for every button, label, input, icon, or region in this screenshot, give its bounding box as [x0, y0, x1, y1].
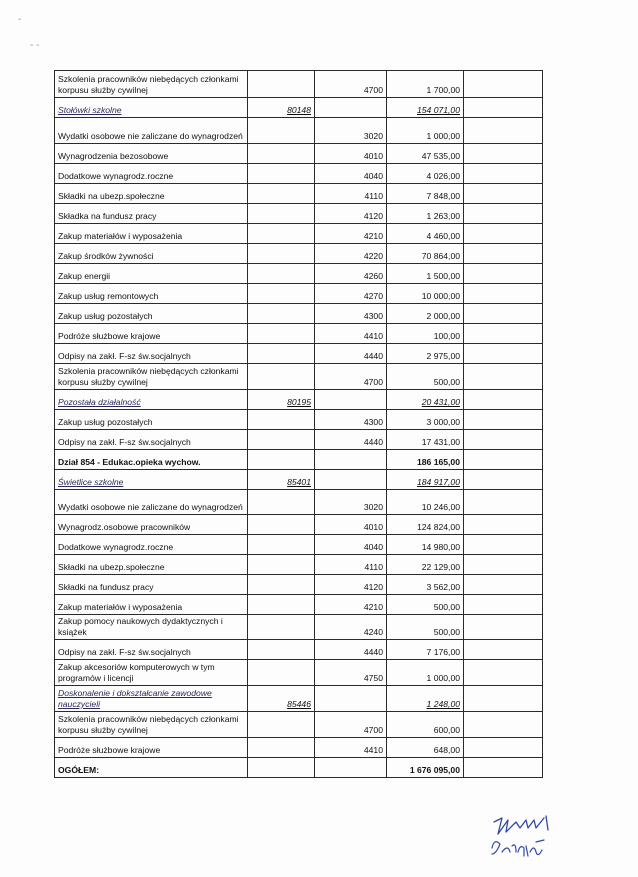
table-row: [55, 71, 543, 98]
paragraph-code-cell: 4210: [315, 595, 387, 615]
amount-cell: 500,00: [387, 595, 464, 615]
table-row: [55, 490, 543, 515]
chapter-code-cell: [248, 555, 315, 575]
amount-cell: 17 431,00: [387, 430, 464, 450]
table-row: [55, 184, 543, 204]
amount-cell: 1 263,00: [387, 204, 464, 224]
paragraph-code-cell: 4220: [315, 244, 387, 264]
empty-cell: [464, 71, 543, 98]
paragraph-code-cell: 4040: [315, 164, 387, 184]
empty-cell: [464, 575, 543, 595]
paragraph-code-cell: [315, 758, 387, 778]
amount-cell: 22 129,00: [387, 555, 464, 575]
empty-cell: [464, 184, 543, 204]
item-name-cell: Wydatki osobowe nie zaliczane do wynagrodzeń: [55, 118, 248, 144]
paragraph-code-cell: [315, 470, 387, 490]
empty-cell: [464, 264, 543, 284]
paragraph-code-cell: 4410: [315, 738, 387, 758]
empty-cell: [464, 284, 543, 304]
amount-cell: 10 000,00: [387, 284, 464, 304]
amount-cell: 2 000,00: [387, 304, 464, 324]
empty-cell: [464, 164, 543, 184]
paragraph-code-cell: 4300: [315, 410, 387, 430]
chapter-code-cell: [248, 615, 315, 640]
empty-cell: [464, 430, 543, 450]
empty-cell: [464, 535, 543, 555]
item-name-cell: Zakup energii: [55, 264, 248, 284]
item-name-cell: Składki na ubezp.społeczne: [55, 184, 248, 204]
paragraph-code-cell: 4210: [315, 224, 387, 244]
item-name-cell: Pozostała działalność: [55, 390, 248, 410]
amount-cell: 7 176,00: [387, 640, 464, 660]
amount-cell: 124 824,00: [387, 515, 464, 535]
item-name-cell: Odpisy na zakł. F-sz św.socjalnych: [55, 640, 248, 660]
item-name-cell: Zakup usług remontowych: [55, 284, 248, 304]
table-row: [55, 364, 543, 390]
item-name-cell: Szkolenia pracowników niebędących członkami korpusu służby cywilnej: [55, 712, 248, 738]
item-name-cell: Zakup pomocy naukowych dydaktycznych i książek: [55, 615, 248, 640]
item-name-cell: Podróże służbowe krajowe: [55, 738, 248, 758]
amount-cell: 70 864,00: [387, 244, 464, 264]
amount-cell: 100,00: [387, 324, 464, 344]
chapter-row: [55, 686, 543, 712]
amount-cell: 600,00: [387, 712, 464, 738]
amount-cell: 1 700,00: [387, 71, 464, 98]
table-row: [55, 555, 543, 575]
empty-cell: [464, 712, 543, 738]
table-row: [55, 324, 543, 344]
paragraph-code-cell: 4010: [315, 515, 387, 535]
table-row: [55, 430, 543, 450]
empty-cell: [464, 640, 543, 660]
table-row: [55, 410, 543, 430]
chapter-code-cell: [248, 264, 315, 284]
empty-cell: [464, 390, 543, 410]
paragraph-code-cell: [315, 686, 387, 712]
amount-cell: 184 917,00: [387, 470, 464, 490]
chapter-code-cell: 85446: [248, 686, 315, 712]
item-name-cell: Zakup usług pozostałych: [55, 410, 248, 430]
item-name-cell: Wynagrodzenia bezosobowe: [55, 144, 248, 164]
empty-cell: [464, 615, 543, 640]
amount-cell: 154 071,00: [387, 98, 464, 118]
paragraph-code-cell: 4260: [315, 264, 387, 284]
empty-cell: [464, 470, 543, 490]
item-name-cell: Wynagrodz.osobowe pracowników: [55, 515, 248, 535]
empty-cell: [464, 304, 543, 324]
item-name-cell: Dodatkowe wynagrodz.roczne: [55, 164, 248, 184]
chapter-code-cell: [248, 640, 315, 660]
item-name-cell: Zakup usług pozostałych: [55, 304, 248, 324]
empty-cell: [464, 515, 543, 535]
amount-cell: 20 431,00: [387, 390, 464, 410]
chapter-code-cell: [248, 410, 315, 430]
amount-cell: 3 000,00: [387, 410, 464, 430]
item-name-cell: Dodatkowe wynagrodz.roczne: [55, 535, 248, 555]
item-name-cell: Zakup akcesoriów komputerowych w tym programów i licencji: [55, 660, 248, 686]
empty-cell: [464, 660, 543, 686]
paragraph-code-cell: [315, 98, 387, 118]
chapter-code-cell: [248, 595, 315, 615]
handwritten-signature: [486, 808, 566, 868]
chapter-row: [55, 390, 543, 410]
empty-cell: [464, 224, 543, 244]
amount-cell: 14 980,00: [387, 535, 464, 555]
item-name-cell: Dział 854 - Edukac.opieka wychow.: [55, 450, 248, 470]
chapter-code-cell: [248, 535, 315, 555]
budget-table: [54, 70, 543, 778]
item-name-cell: OGÓŁEM:: [55, 758, 248, 778]
table-row: [55, 118, 543, 144]
amount-cell: 1 500,00: [387, 264, 464, 284]
empty-cell: [464, 364, 543, 390]
paragraph-code-cell: 4700: [315, 712, 387, 738]
table-row: [55, 244, 543, 264]
chapter-row: [55, 470, 543, 490]
chapter-code-cell: [248, 712, 315, 738]
paragraph-code-cell: 4270: [315, 284, 387, 304]
empty-cell: [464, 738, 543, 758]
item-name-cell: Odpisy na zakł. F-sz św.socjalnych: [55, 344, 248, 364]
chapter-code-cell: [248, 490, 315, 515]
chapter-code-cell: [248, 758, 315, 778]
paragraph-code-cell: 4700: [315, 364, 387, 390]
amount-cell: 1 676 095,00: [387, 758, 464, 778]
table-row: [55, 344, 543, 364]
amount-cell: 7 848,00: [387, 184, 464, 204]
amount-cell: 3 562,00: [387, 575, 464, 595]
table-row: [55, 284, 543, 304]
paragraph-code-cell: 4700: [315, 71, 387, 98]
table-row: [55, 164, 543, 184]
chapter-code-cell: [248, 284, 315, 304]
total-row: [55, 758, 543, 778]
table-row: [55, 264, 543, 284]
chapter-code-cell: [248, 304, 315, 324]
chapter-code-cell: 85401: [248, 470, 315, 490]
item-name-cell: Odpisy na zakł. F-sz św.socjalnych: [55, 430, 248, 450]
table-row: [55, 595, 543, 615]
table-row: [55, 640, 543, 660]
chapter-code-cell: [248, 575, 315, 595]
empty-cell: [464, 450, 543, 470]
table-row: [55, 712, 543, 738]
paragraph-code-cell: 4240: [315, 615, 387, 640]
table-row: [55, 615, 543, 640]
item-name-cell: Doskonalenie i dokształcanie zawodowe nauczycieli: [55, 686, 248, 712]
chapter-code-cell: [248, 324, 315, 344]
amount-cell: 1 248,00: [387, 686, 464, 712]
empty-cell: [464, 144, 543, 164]
amount-cell: 47 535,00: [387, 144, 464, 164]
chapter-code-cell: [248, 71, 315, 98]
amount-cell: 1 000,00: [387, 660, 464, 686]
scan-mark: -: [18, 14, 22, 25]
table-row: [55, 304, 543, 324]
item-name-cell: Zakup środków żywności: [55, 244, 248, 264]
empty-cell: [464, 244, 543, 264]
budget-table-body: [55, 71, 543, 778]
chapter-code-cell: 80148: [248, 98, 315, 118]
amount-cell: 2 975,00: [387, 344, 464, 364]
empty-cell: [464, 490, 543, 515]
item-name-cell: Zakup materiałów i wyposażenia: [55, 224, 248, 244]
empty-cell: [464, 686, 543, 712]
chapter-code-cell: [248, 224, 315, 244]
empty-cell: [464, 324, 543, 344]
amount-cell: 4 460,00: [387, 224, 464, 244]
amount-cell: 500,00: [387, 364, 464, 390]
table-row: [55, 738, 543, 758]
amount-cell: 4 026,00: [387, 164, 464, 184]
amount-cell: 10 246,00: [387, 490, 464, 515]
table-row: [55, 575, 543, 595]
chapter-code-cell: [248, 118, 315, 144]
chapter-code-cell: [248, 164, 315, 184]
paragraph-code-cell: 3020: [315, 490, 387, 515]
empty-cell: [464, 118, 543, 144]
chapter-code-cell: [248, 184, 315, 204]
scan-mark: - -: [30, 40, 40, 51]
empty-cell: [464, 555, 543, 575]
chapter-code-cell: [248, 344, 315, 364]
empty-cell: [464, 204, 543, 224]
chapter-code-cell: [248, 738, 315, 758]
table-row: [55, 224, 543, 244]
paragraph-code-cell: 4750: [315, 660, 387, 686]
paragraph-code-cell: 3020: [315, 118, 387, 144]
paragraph-code-cell: 4300: [315, 304, 387, 324]
item-name-cell: Składki na fundusz pracy: [55, 575, 248, 595]
empty-cell: [464, 98, 543, 118]
item-name-cell: Składki na ubezp.społeczne: [55, 555, 248, 575]
item-name-cell: Składka na fundusz pracy: [55, 204, 248, 224]
item-name-cell: Szkolenia pracowników niebędących członkami korpusu służby cywilnej: [55, 364, 248, 390]
table-row: [55, 144, 543, 164]
paragraph-code-cell: 4120: [315, 575, 387, 595]
amount-cell: 500,00: [387, 615, 464, 640]
amount-cell: 648,00: [387, 738, 464, 758]
empty-cell: [464, 410, 543, 430]
item-name-cell: Wydatki osobowe nie zaliczane do wynagrodzeń: [55, 490, 248, 515]
chapter-code-cell: 80195: [248, 390, 315, 410]
item-name-cell: Stołówki szkolne: [55, 98, 248, 118]
table-row: [55, 660, 543, 686]
item-name-cell: Świetlice szkolne: [55, 470, 248, 490]
paragraph-code-cell: 4110: [315, 184, 387, 204]
paragraph-code-cell: [315, 450, 387, 470]
chapter-code-cell: [248, 450, 315, 470]
item-name-cell: Szkolenia pracowników niebędących członkami korpusu służby cywilnej: [55, 71, 248, 98]
table-row: [55, 535, 543, 555]
amount-cell: 1 000,00: [387, 118, 464, 144]
paragraph-code-cell: 4010: [315, 144, 387, 164]
chapter-code-cell: [248, 244, 315, 264]
department-row: [55, 450, 543, 470]
paragraph-code-cell: 4410: [315, 324, 387, 344]
paragraph-code-cell: [315, 390, 387, 410]
table-row: [55, 204, 543, 224]
item-name-cell: Podróże służbowe krajowe: [55, 324, 248, 344]
amount-cell: 186 165,00: [387, 450, 464, 470]
paragraph-code-cell: 4440: [315, 430, 387, 450]
table-row: [55, 515, 543, 535]
item-name-cell: Zakup materiałów i wyposażenia: [55, 595, 248, 615]
chapter-code-cell: [248, 204, 315, 224]
chapter-code-cell: [248, 144, 315, 164]
paragraph-code-cell: 4440: [315, 344, 387, 364]
chapter-code-cell: [248, 660, 315, 686]
empty-cell: [464, 344, 543, 364]
paragraph-code-cell: 4120: [315, 204, 387, 224]
paragraph-code-cell: 4110: [315, 555, 387, 575]
empty-cell: [464, 595, 543, 615]
chapter-code-cell: [248, 364, 315, 390]
chapter-code-cell: [248, 430, 315, 450]
chapter-code-cell: [248, 515, 315, 535]
paragraph-code-cell: 4440: [315, 640, 387, 660]
empty-cell: [464, 758, 543, 778]
paragraph-code-cell: 4040: [315, 535, 387, 555]
chapter-row: [55, 98, 543, 118]
